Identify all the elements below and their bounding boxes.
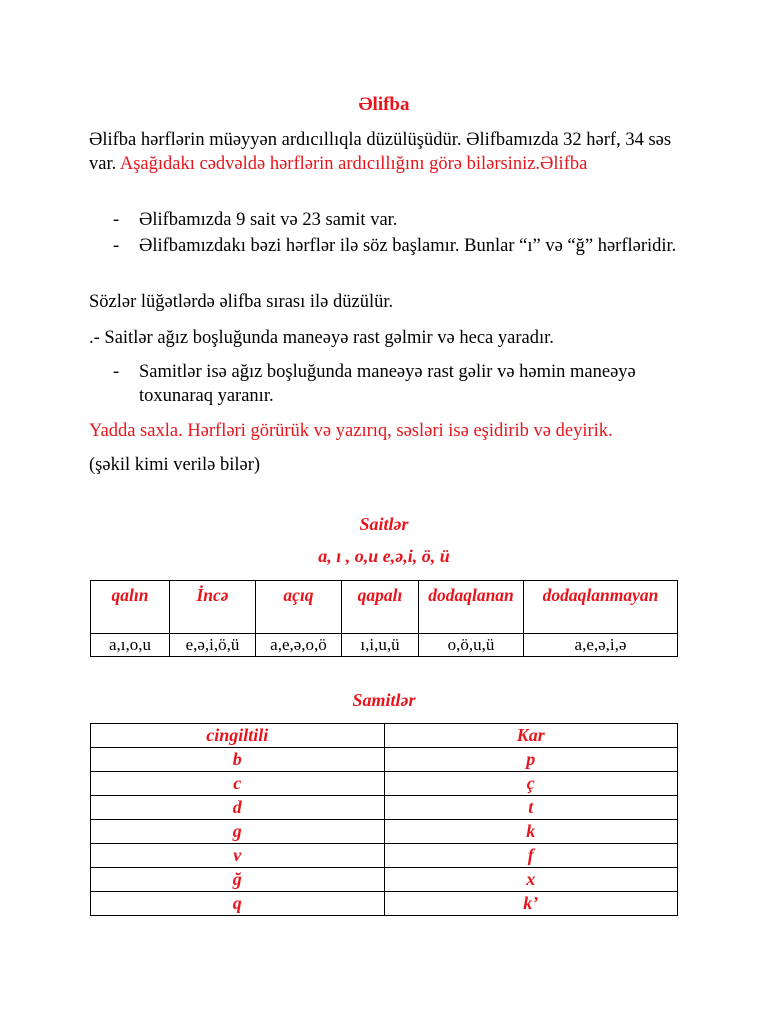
table-row	[91, 892, 678, 916]
bullet-dash: -	[113, 236, 120, 256]
bullet-text: Əlifbamızda 9 sait və 23 samit var.	[139, 210, 398, 230]
table-cell: d	[91, 796, 385, 820]
vowel-note: .- Saitlər ağız boşluğunda maneəyə rast gəlmir və heca yaradır.	[89, 328, 554, 348]
table-row	[91, 796, 678, 820]
table-header-cell: Kar	[384, 724, 678, 748]
table-cell: a,ı,o,u	[91, 634, 170, 657]
table-row	[91, 820, 678, 844]
table-cell: c	[91, 772, 385, 796]
sorting-note: Sözlər lüğətlərdə əlifba sırası ilə düzülür.	[89, 292, 394, 312]
table-header-cell: qalın	[91, 581, 170, 634]
bullet-dash: -	[113, 210, 120, 230]
table-header-cell: dodaqlanmayan	[524, 581, 678, 634]
samitler-table	[90, 723, 678, 916]
table-cell: f	[384, 844, 678, 868]
bullet-dash: -	[113, 362, 120, 382]
saitler-header-row	[91, 581, 678, 634]
saitler-value-row	[91, 634, 678, 657]
table-header-cell: qapalı	[342, 581, 419, 634]
samitler-heading: Samitlər	[352, 690, 416, 710]
table-cell: t	[384, 796, 678, 820]
remember-note: Yadda saxla. Hərfləri görürük və yazırıq, səsləri isə eşidirib və deyirik.	[89, 421, 613, 441]
table-header-cell: İncə	[170, 581, 256, 634]
table-cell: ı,i,u,ü	[342, 634, 419, 657]
table-row	[91, 868, 678, 892]
picture-note: (şəkil kimi verilə bilər)	[89, 455, 261, 475]
bullet-text: Əlifbamızdakı bəzi hərflər ilə söz başlamır. Bunlar “ı” və “ğ” hərfləridir.	[139, 236, 677, 256]
table-row	[91, 772, 678, 796]
table-row	[91, 844, 678, 868]
table-header-cell: dodaqlanan	[419, 581, 524, 634]
intro-red-text: Aşağıdakı cədvəldə hərflərin ardıcıllığını görə bilərsiniz.Əlifba	[119, 154, 588, 174]
table-cell: a,e,ə,i,ə	[524, 634, 678, 657]
table-cell: g	[91, 820, 385, 844]
table-cell: q	[91, 892, 385, 916]
saitler-table	[90, 580, 678, 657]
intro-paragraph	[89, 128, 689, 176]
table-cell: ç	[384, 772, 678, 796]
table-cell: x	[384, 868, 678, 892]
table-row	[91, 748, 678, 772]
table-cell: k	[384, 820, 678, 844]
saitler-heading: Saitlər	[359, 514, 409, 534]
table-cell: v	[91, 844, 385, 868]
table-row	[91, 724, 678, 748]
table-cell: o,ö,u,ü	[419, 634, 524, 657]
table-cell: a,e,ə,o,ö	[256, 634, 342, 657]
table-cell: b	[91, 748, 385, 772]
saitler-letters: a, ı , o,u e,ə,i, ö, ü	[318, 546, 450, 566]
table-header-cell: açıq	[256, 581, 342, 634]
table-cell: p	[384, 748, 678, 772]
bullet-text: Samitlər isə ağız boşluğunda maneəyə rast gəlir və həmin maneəyə toxunaraq yaranır.	[139, 362, 636, 406]
table-header-cell: cingiltili	[91, 724, 385, 748]
table-cell: e,ə,i,ö,ü	[170, 634, 256, 657]
table-cell: k’	[384, 892, 678, 916]
table-cell: ğ	[91, 868, 385, 892]
page-title: Əlifba	[358, 94, 410, 115]
intro-text: Əlifba hərflərin müəyyən ardıcıllıqla düzülüşüdür. Əlifbamızda 32 hərf, 34 səs var.	[89, 130, 672, 174]
